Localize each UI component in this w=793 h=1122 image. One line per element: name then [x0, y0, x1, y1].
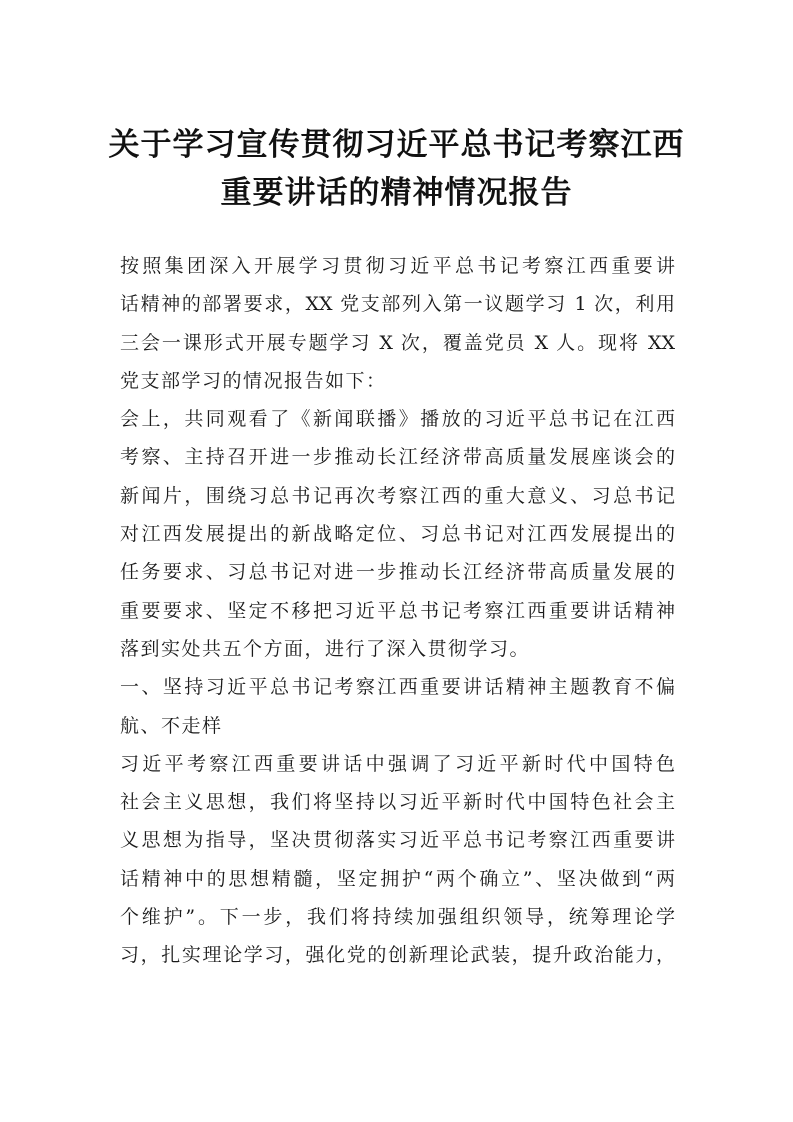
body-line: 三会一课形式开展专题学习 X 次，覆盖党员 X 人。现将 XX: [120, 331, 675, 354]
section-heading-line: 航、不走样: [120, 714, 223, 737]
section-heading-line: 一、坚持习近平总书记考察江西重要讲话精神主题教育不偏: [120, 676, 675, 699]
document-title-line-1: 关于学习宣传贯彻习近平总书记考察江西: [108, 127, 685, 163]
document-body: [120, 247, 675, 975]
body-line: 重要要求、坚定不移把习近平总书记考察江西重要讲话精神: [120, 599, 675, 622]
document-title-line-2: 重要讲话的精神情况报告: [220, 175, 573, 211]
body-line: 任务要求、习总书记对进一步推动长江经济带高质量发展的: [120, 561, 675, 584]
body-line: 话精神的部署要求，XX 党支部列入第一议题学习 1 次，利用: [120, 293, 675, 316]
body-line: 习，扎实理论学习，强化党的创新理论武装，提升政治能力，: [120, 944, 675, 967]
body-line: 话精神中的思想精髓，坚定拥护“两个确立”、坚决做到“两: [120, 867, 675, 890]
body-line: 考察、主持召开进一步推动长江经济带高质量发展座谈会的: [120, 446, 675, 469]
body-line: 按照集团深入开展学习贯彻习近平总书记考察江西重要讲: [120, 255, 675, 277]
body-line: 会上，共同观看了《新闻联播》播放的习近平总书记在江西: [120, 408, 675, 431]
body-line: 习近平考察江西重要讲话中强调了习近平新时代中国特色: [120, 752, 675, 775]
body-line: 社会主义思想，我们将坚持以习近平新时代中国特色社会主: [120, 791, 675, 814]
body-line: 个维护”。下一步，我们将持续加强组织领导，统筹理论学: [120, 906, 675, 929]
body-line: 对江西发展提出的新战略定位、习总书记对江西发展提出的: [120, 523, 675, 546]
body-line: 党支部学习的情况报告如下：: [120, 369, 387, 392]
body-line: 义思想为指导，坚决贯彻落实习近平总书记考察江西重要讲: [120, 829, 675, 852]
body-line: 落到实处共五个方面，进行了深入贯彻学习。: [120, 637, 531, 660]
body-line: 新闻片，围绕习总书记再次考察江西的重大意义、习总书记: [120, 484, 675, 507]
